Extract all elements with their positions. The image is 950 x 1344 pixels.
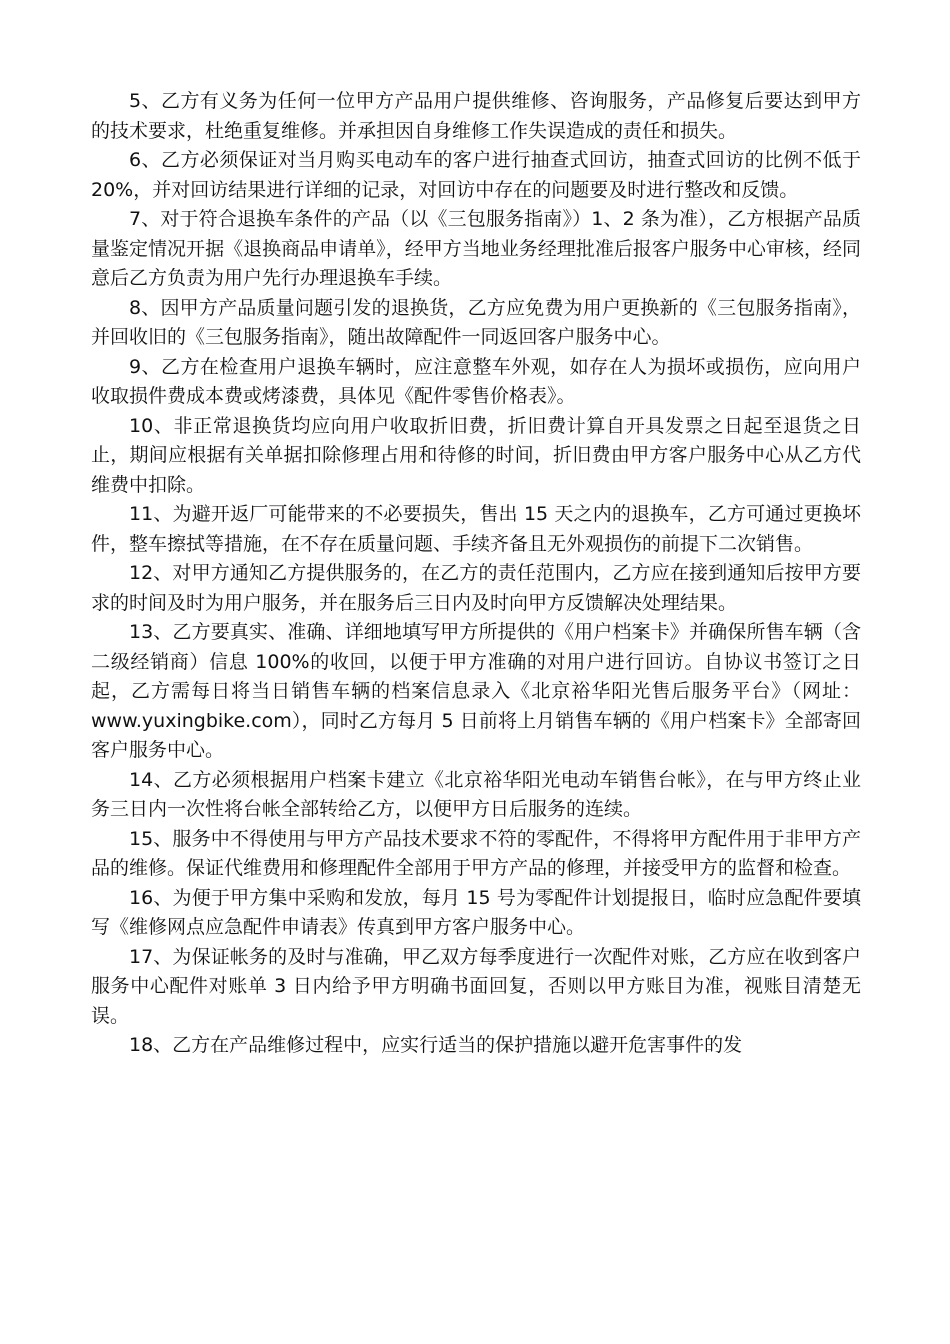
clause-6: 6、乙方必须保证对当月购买电动车的客户进行抽查式回访，抽查式回访的比例不低于 20%，并对回访结果进行详细的记录，对回访中存在的问题要及时进行整改和反馈。 [91,149,861,201]
clause-11: 11、为避开返厂可能带来的不必要损失，售出 15 天之内的退换车，乙方可通过更换坏件，整车擦拭等措施，在不存在质量问题、手续齐备且无外观损伤的前提下二次销售。 [91,503,861,555]
clause-14: 14、乙方必须根据用户档案卡建立《北京裕华阳光电动车销售台帐》，在与甲方终止业务三日内一次性将台帐全部转给乙方，以便甲方日后服务的连续。 [91,768,861,820]
clause-13: 13、乙方要真实、准确、详细地填写甲方所提供的《用户档案卡》并确保所售车辆（含二级经销商）信息 100%的收回，以便于甲方准确的对用户进行回访。自协议书签订之日起，乙方需每日将当日销售车辆的档案信息录入《北京裕华阳光售后服务平台》（网址：www.yuxingbike.com），同时乙方每月 5 日前将上月销售车辆的《用户档案卡》全部寄回客户服务中心。 [91,621,861,761]
document-body [91,87,861,1061]
clause-10: 10、非正常退换货均应向用户收取折旧费，折旧费计算自开具发票之日起至退货之日止，期间应根据有关单据扣除修理占用和待修的时间，折旧费由甲方客户服务中心从乙方代维费中扣除。 [91,414,861,496]
clause-8: 8、因甲方产品质量问题引发的退换货，乙方应免费为用户更换新的《三包服务指南》，并回收旧的《三包服务指南》，随出故障配件一同返回客户服务中心。 [91,296,861,348]
clause-18: 18、乙方在产品维修过程中，应实行适当的保护措施以避开危害事件的发 [129,1034,743,1056]
clause-12: 12、对甲方通知乙方提供服务的，在乙方的责任范围内，乙方应在接到通知后按甲方要求的时间及时为用户服务，并在服务后三日内及时向甲方反馈解决处理结果。 [91,562,861,614]
clause-15: 15、服务中不得使用与甲方产品技术要求不符的零配件，不得将甲方配件用于非甲方产品的维修。保证代维费用和修理配件全部用于甲方产品的修理，并接受甲方的监督和检查。 [91,827,861,879]
clause-9: 9、乙方在检查用户退换车辆时，应注意整车外观，如存在人为损坏或损伤，应向用户收取损件费成本费或烤漆费，具体见《配件零售价格表》。 [91,355,861,407]
clause-5: 5、乙方有义务为任何一位甲方产品用户提供维修、咨询服务，产品修复后要达到甲方的技术要求，杜绝重复维修。并承担因自身维修工作失误造成的责任和损失。 [91,90,861,142]
clause-7: 7、对于符合退换车条件的产品（以《三包服务指南》）1、2 条为准），乙方根据产品质量鉴定情况开据《退换商品申请单》，经甲方当地业务经理批准后报客户服务中心审核，经同意后乙方负责为用户先行办理退换车手续。 [91,208,861,289]
clause-17: 17、为保证帐务的及时与准确，甲乙双方每季度进行一次配件对账，乙方应在收到客户服务中心配件对账单 3 日内给予甲方明确书面回复，否则以甲方账目为准，视账目清楚无误。 [91,945,861,1027]
clause-16: 16、为便于甲方集中采购和发放，每月 15 号为零配件计划提报日，临时应急配件要填写《维修网点应急配件申请表》传真到甲方客户服务中心。 [91,886,861,938]
